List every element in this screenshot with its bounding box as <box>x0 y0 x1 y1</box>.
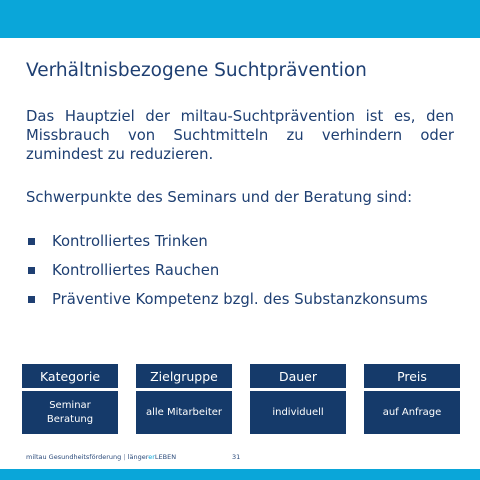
table-value-cell: Seminar Beratung <box>22 391 118 434</box>
table-header-cell: Preis <box>364 364 460 388</box>
tagline-accent: er <box>148 453 155 461</box>
tagline-prefix: länger <box>127 453 149 461</box>
intro-paragraph: Das Hauptziel der miltau-Suchtprävention ist es, den Missbrauch von Suchtmitteln zu verhindern oder zumindest zu reduzieren. <box>26 108 454 163</box>
footer-separator: | <box>123 453 126 461</box>
info-table <box>22 364 460 434</box>
bullet-item <box>26 230 428 259</box>
footer-brand <box>26 453 176 461</box>
focus-heading: Schwerpunkte des Seminars und der Beratung sind: <box>26 189 413 206</box>
table-column-preis <box>364 364 460 434</box>
bullet-item <box>26 259 428 288</box>
footer-tagline <box>128 453 176 461</box>
square-bullet-icon <box>28 238 35 245</box>
square-bullet-icon <box>28 267 35 274</box>
table-header-cell: Zielgruppe <box>136 364 232 388</box>
square-bullet-icon <box>28 296 35 303</box>
bullet-text: Kontrolliertes Rauchen <box>52 262 220 279</box>
table-header-cell: Kategorie <box>22 364 118 388</box>
bullet-item <box>26 288 428 317</box>
bullet-text: Kontrolliertes Trinken <box>52 233 208 250</box>
table-column-dauer <box>250 364 346 434</box>
bottom-accent-bar <box>0 469 480 480</box>
table-column-zielgruppe <box>136 364 232 434</box>
bullet-text: Präventive Kompetenz bzgl. des Substanzkonsums <box>52 291 428 308</box>
page-number: 31 <box>232 453 241 461</box>
slide-title: Verhältnisbezogene Suchtprävention <box>26 60 367 81</box>
top-accent-bar <box>0 0 480 38</box>
table-header-cell: Dauer <box>250 364 346 388</box>
table-value-cell: individuell <box>250 391 346 434</box>
footer-company: miltau Gesundheitsförderung <box>26 453 122 461</box>
table-column-kategorie <box>22 364 118 434</box>
bullet-list <box>26 230 428 317</box>
tagline-suffix: LEBEN <box>154 453 177 461</box>
table-value-cell: alle Mitarbeiter <box>136 391 232 434</box>
table-value-cell: auf Anfrage <box>364 391 460 434</box>
